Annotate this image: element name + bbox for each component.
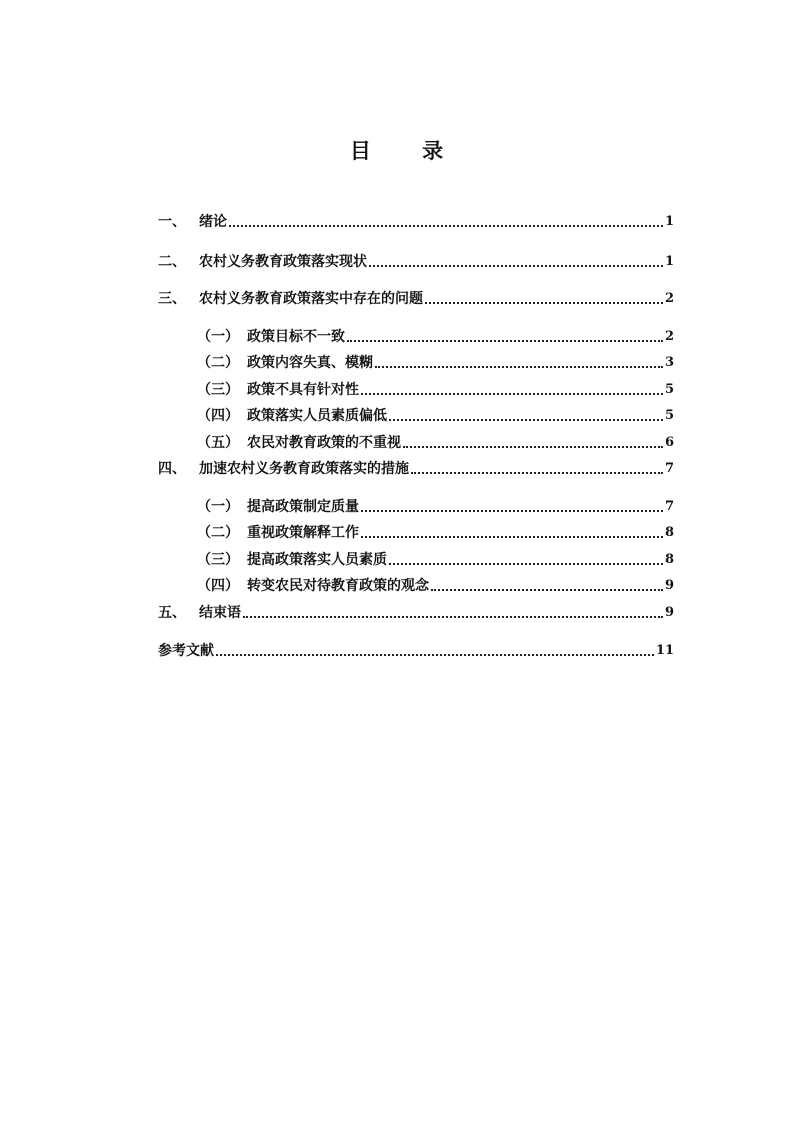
toc-entry-title: 政策落实人员素质偏低 (247, 408, 387, 424)
toc-entry-page: 6 (664, 435, 674, 450)
toc-leader-dots (216, 654, 654, 656)
toc-entry-number: （五） (197, 435, 239, 451)
toc-entry-3-3[interactable] (197, 381, 674, 399)
toc-entry-title: 结束语 (199, 605, 241, 621)
toc-entry-title: 参考文献 (158, 643, 214, 659)
toc-leader-dots (243, 616, 663, 618)
toc-entry-number: （一） (197, 329, 239, 345)
toc-leader-dots (411, 472, 663, 474)
toc-entry-2[interactable] (158, 253, 674, 271)
toc-leader-dots (361, 393, 663, 395)
toc-entry-3-1[interactable] (197, 328, 674, 346)
toc-leader-dots (375, 366, 663, 368)
toc-entry-number: （四） (197, 578, 239, 594)
toc-entry-4-1[interactable] (197, 498, 674, 516)
toc-entry-number: 三、 (158, 291, 186, 307)
toc-entry-page: 2 (664, 329, 674, 344)
toc-entry-page: 1 (664, 254, 674, 269)
toc-entry-title: 重视政策解释工作 (247, 525, 359, 541)
toc-leader-dots (389, 419, 663, 421)
toc-leader-dots (347, 340, 663, 342)
toc-entry-number: （三） (197, 552, 239, 568)
toc-leader-dots (369, 265, 663, 267)
toc-leader-dots (361, 510, 663, 512)
page-title: 目 录 (349, 139, 466, 163)
toc-entry-page: 7 (664, 461, 674, 476)
toc-entry-page: 9 (664, 578, 674, 593)
toc-entry-number: 二、 (158, 254, 186, 270)
toc-entry-page: 5 (664, 382, 674, 397)
toc-entry-number: （二） (197, 525, 239, 541)
toc-entry-3[interactable] (158, 290, 674, 308)
toc-entry-4[interactable] (158, 460, 674, 478)
toc-entry-number: 四、 (158, 461, 186, 477)
toc-entry-title: 农民对教育政策的不重视 (247, 435, 401, 451)
toc-entry-title: 加速农村义务教育政策落实的措施 (199, 461, 409, 477)
toc-leader-dots (229, 225, 663, 227)
toc-entry-3-5[interactable] (197, 434, 674, 452)
toc-entry-1[interactable] (158, 213, 674, 231)
toc-entry-4-3[interactable] (197, 551, 674, 569)
toc-entry-page: 11 (655, 643, 674, 658)
toc-entry-number: 五、 (158, 605, 186, 621)
toc-entry-page: 8 (664, 552, 674, 567)
toc-entry-5[interactable] (158, 604, 674, 622)
toc-entry-number: （二） (197, 355, 239, 371)
toc-leader-dots (389, 563, 663, 565)
toc-entry-title: 政策目标不一致 (247, 329, 345, 345)
toc-leader-dots (361, 536, 663, 538)
toc-entry-4-4[interactable] (197, 577, 674, 595)
toc-entry-number: （三） (197, 382, 239, 398)
toc-leader-dots (425, 302, 663, 304)
toc-entry-3-2[interactable] (197, 354, 674, 372)
toc-entry-title: 绪论 (199, 214, 227, 230)
toc-entry-page: 3 (664, 355, 674, 370)
toc-entry-number: （一） (197, 499, 239, 515)
toc-entry-page: 8 (664, 525, 674, 540)
toc-entry-number: 一、 (158, 214, 186, 230)
toc-entry-title: 政策不具有针对性 (247, 382, 359, 398)
toc-entry-page: 9 (664, 605, 674, 620)
toc-entry-4-2[interactable] (197, 524, 674, 542)
toc-leader-dots (431, 589, 663, 591)
toc-entry-title: 转变农民对待教育政策的观念 (247, 578, 429, 594)
toc-leader-dots (403, 446, 663, 448)
toc-entry-3-4[interactable] (197, 407, 674, 425)
toc-entry-page: 2 (664, 291, 674, 306)
toc-entry-title: 农村义务教育政策落实现状 (199, 254, 367, 270)
toc-entry-page: 5 (664, 408, 674, 423)
toc-entry-page: 1 (664, 214, 674, 229)
toc-entry-references[interactable] (158, 642, 674, 660)
toc-entry-number: （四） (197, 408, 239, 424)
toc-entry-title: 农村义务教育政策落实中存在的问题 (199, 291, 423, 307)
toc-entry-page: 7 (664, 499, 674, 514)
toc-entry-title: 政策内容失真、模糊 (247, 355, 373, 371)
toc-entry-title: 提高政策落实人员素质 (247, 552, 387, 568)
toc-entry-title: 提高政策制定质量 (247, 499, 359, 515)
